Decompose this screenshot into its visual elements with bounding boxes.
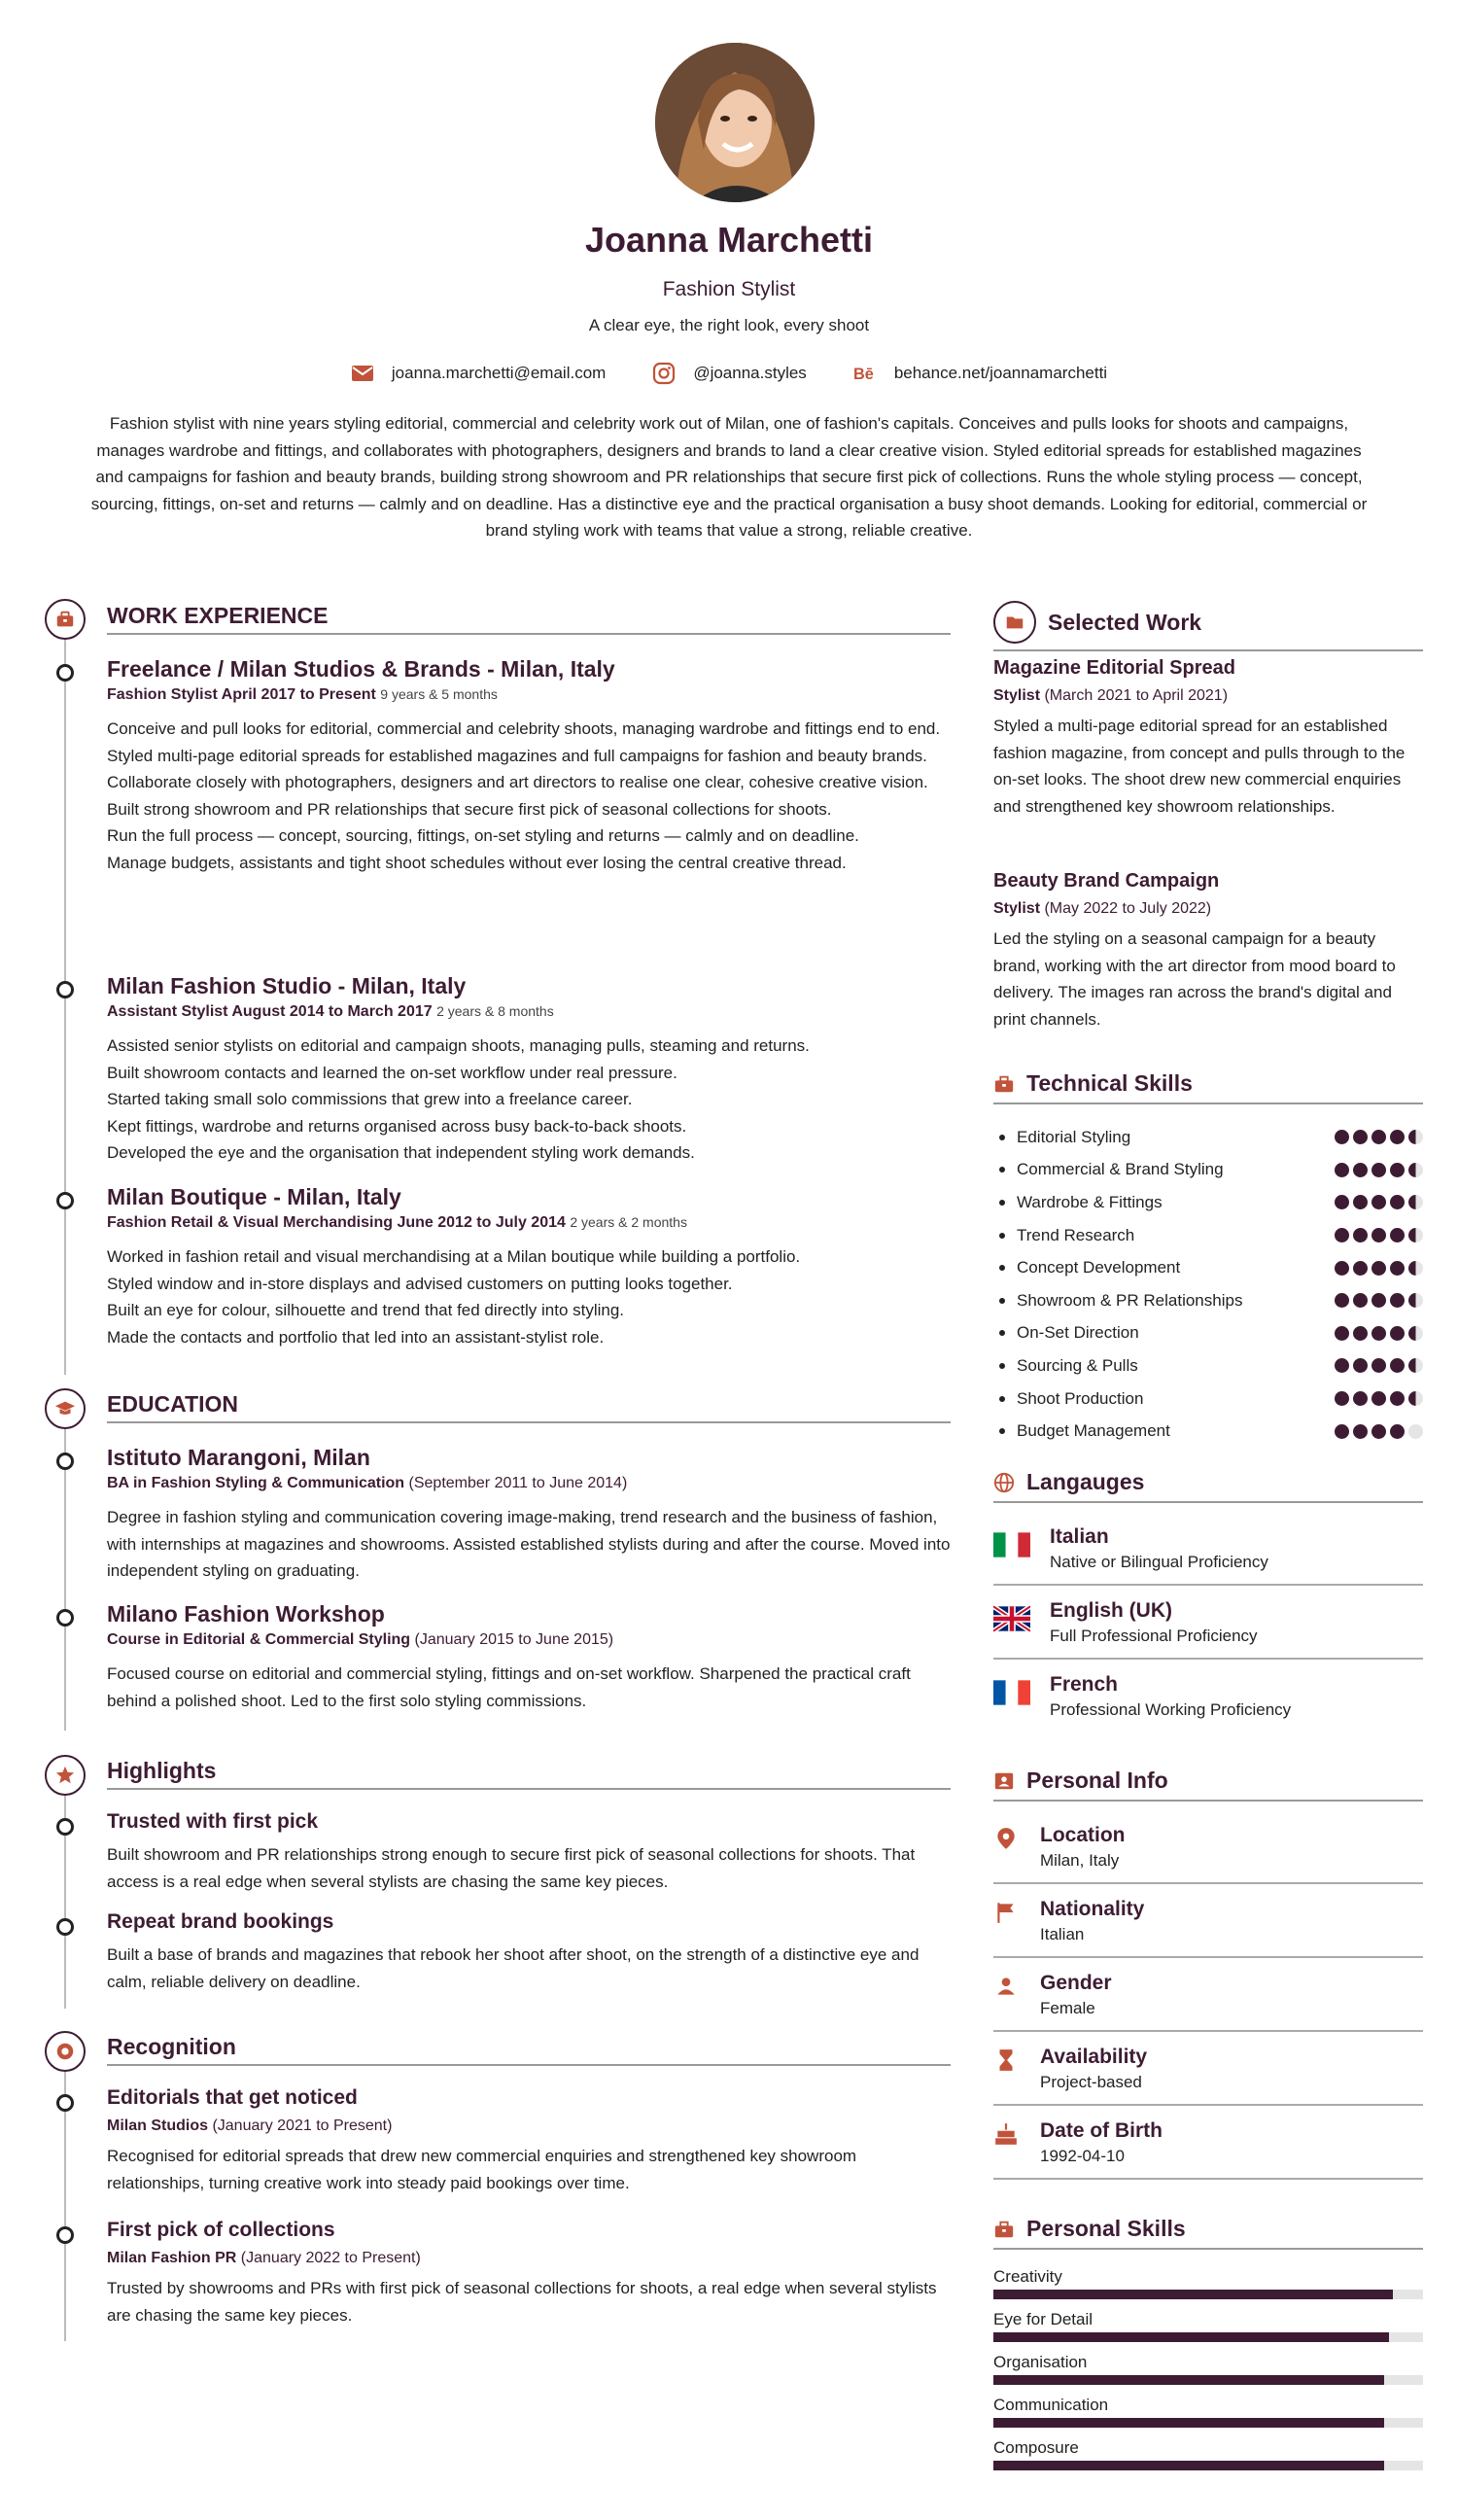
award-icon bbox=[45, 2031, 86, 2072]
rating-dot bbox=[1390, 1358, 1405, 1373]
info-value: Project-based bbox=[1040, 2073, 1142, 2091]
rating-dot bbox=[1353, 1195, 1368, 1209]
timeline-node bbox=[56, 664, 74, 682]
selected-work-item bbox=[993, 870, 1423, 1032]
bullet: Assisted senior stylists on editorial and campaign shoots, managing pulls, steaming and returns. bbox=[107, 1036, 810, 1055]
highlight-title: Repeat brand bookings bbox=[107, 1910, 334, 1933]
section-title-experience: WORK EXPERIENCE bbox=[107, 603, 951, 635]
skill-name: Showroom & PR Relationships bbox=[993, 1291, 1242, 1311]
bullet: Styled window and in-store displays and advised customers on putting looks together. bbox=[107, 1274, 733, 1293]
skill-bar-fill bbox=[993, 2332, 1389, 2342]
recognition-item bbox=[107, 2086, 951, 2196]
education-school: Milano Fashion Workshop bbox=[107, 1601, 385, 1627]
recognition-org-line bbox=[107, 2250, 951, 2267]
personal-skill-item bbox=[993, 2353, 1423, 2385]
timeline-line bbox=[64, 2049, 66, 2341]
cake-icon bbox=[993, 2121, 1019, 2147]
language-level: Native or Bilingual Proficiency bbox=[1050, 1553, 1268, 1571]
rating-dot bbox=[1335, 1358, 1349, 1373]
rating-dot bbox=[1371, 1130, 1386, 1144]
section-title-technical-skills bbox=[993, 1070, 1423, 1104]
skill-name: Composure bbox=[993, 2438, 1079, 2457]
rating-dot bbox=[1371, 1228, 1386, 1242]
personal-info-item bbox=[993, 2032, 1423, 2106]
instagram-icon bbox=[652, 362, 676, 385]
experience-role bbox=[107, 686, 951, 704]
recognition-desc: Recognised for editorial spreads that drew new commercial enquiries and strengthened key showroom relationships, turning creative work into steady paid bookings over time. bbox=[107, 2147, 857, 2192]
section-title-highlights: Highlights bbox=[107, 1758, 951, 1790]
timeline-node bbox=[56, 981, 74, 998]
email-text: joanna.marchetti@email.com bbox=[391, 364, 607, 382]
bullet: Run the full process — concept, sourcing, fittings, on-set styling and returns — calmly and on deadline. bbox=[107, 826, 859, 845]
technical-skill-row bbox=[993, 1219, 1423, 1252]
rating-dot bbox=[1353, 1163, 1368, 1177]
timeline-node bbox=[56, 1452, 74, 1470]
rating-dot bbox=[1390, 1391, 1405, 1406]
skill-name: Shoot Production bbox=[993, 1389, 1143, 1409]
section-title-selected-work bbox=[993, 601, 1423, 651]
skill-name: Organisation bbox=[993, 2353, 1088, 2371]
rating-dot bbox=[1335, 1293, 1349, 1308]
skill-rating bbox=[1335, 1261, 1423, 1276]
rating-dot bbox=[1408, 1326, 1423, 1341]
section-title-text: Technical Skills bbox=[1026, 1070, 1193, 1096]
rating-dot bbox=[1335, 1261, 1349, 1276]
project-desc: Led the styling on a seasonal campaign for a beauty brand, working with the art director from mood board to delivery. The images ran across the brand's digital and print channels. bbox=[993, 929, 1396, 1029]
recognition-title: First pick of collections bbox=[107, 2219, 335, 2241]
section-title-recognition: Recognition bbox=[107, 2034, 951, 2066]
language-level: Full Professional Proficiency bbox=[1050, 1627, 1258, 1645]
project-desc: Styled a multi-page editorial spread for an established fashion magazine, from concept and pulls through to the on-set looks. The shoot drew new commercial enquiries and strengthened key showroom relationships. bbox=[993, 717, 1406, 816]
recognition-desc: Trusted by showrooms and PRs with first pick of seasonal collections for shoots, a real edge when several stylists are chasing the same key pieces. bbox=[107, 2279, 937, 2325]
degree-text: BA in Fashion Styling & Communication bbox=[107, 1475, 405, 1491]
education-desc: Degree in fashion styling and communication covering image-making, trend research and the business of fashion, with internships at magazines and showrooms. Assisted established stylists during and after the course. Moved into independent styling on graduating. bbox=[107, 1508, 951, 1580]
bullet: Styled multi-page editorial spreads for established magazines and full campaigns for fashion and beauty brands. bbox=[107, 746, 927, 765]
highlight-desc: Built a base of brands and magazines that rebook her shoot after shoot, on the strength of a distinctive eye and calm, reliable delivery on deadline. bbox=[107, 1945, 920, 1991]
personal-skill-item bbox=[993, 2267, 1423, 2299]
rating-dot bbox=[1390, 1130, 1405, 1144]
bullet: Manage budgets, assistants and tight shoot schedules without ever losing the central creative thread. bbox=[107, 853, 847, 872]
info-label: Gender bbox=[1040, 1972, 1112, 1994]
rating-dot bbox=[1408, 1261, 1423, 1276]
language-level: Professional Working Proficiency bbox=[1050, 1700, 1292, 1719]
personal-info-item bbox=[993, 2106, 1423, 2180]
contact-behance[interactable] bbox=[853, 362, 1107, 385]
skill-name: Sourcing & Pulls bbox=[993, 1356, 1138, 1376]
education-degree-line bbox=[107, 1631, 951, 1649]
rating-dot bbox=[1335, 1130, 1349, 1144]
rating-dot bbox=[1390, 1293, 1405, 1308]
rating-dot bbox=[1335, 1326, 1349, 1341]
bullet: Built strong showroom and PR relationships that secure first pick of seasonal collections for shoots. bbox=[107, 799, 832, 819]
role-text: Fashion Retail & Visual Merchandising bbox=[107, 1214, 393, 1231]
italy-flag-icon bbox=[993, 1531, 1030, 1558]
svg-text:Bē: Bē bbox=[852, 366, 874, 383]
info-value: 1992-04-10 bbox=[1040, 2147, 1125, 2165]
experience-heading: Milan Fashion Studio - Milan, Italy bbox=[107, 973, 467, 998]
rating-dot bbox=[1353, 1228, 1368, 1242]
section-title-text: Langauges bbox=[1026, 1469, 1145, 1494]
section-title-text: Personal Info bbox=[1026, 1768, 1168, 1793]
skill-bar-fill bbox=[993, 2375, 1384, 2385]
recognition-item bbox=[107, 2219, 951, 2328]
skill-bar bbox=[993, 2375, 1423, 2385]
bullet: Built showroom contacts and learned the on-set workflow under real pressure. bbox=[107, 1063, 677, 1082]
skill-rating bbox=[1335, 1163, 1423, 1177]
rating-dot bbox=[1353, 1326, 1368, 1341]
rating-dot bbox=[1390, 1163, 1405, 1177]
education-item bbox=[107, 1601, 951, 1714]
highlight-item bbox=[107, 1810, 951, 1895]
contact-instagram[interactable] bbox=[652, 362, 807, 385]
experience-role bbox=[107, 1003, 951, 1021]
technical-skill-row bbox=[993, 1317, 1423, 1350]
project-title: Beauty Brand Campaign bbox=[993, 870, 1220, 892]
languages-list bbox=[993, 1512, 1423, 1732]
section-title-text: Personal Skills bbox=[1026, 2216, 1186, 2241]
dates-text: (January 2021 to Present) bbox=[212, 2118, 393, 2134]
timeline-line bbox=[64, 1775, 66, 2009]
skill-rating bbox=[1335, 1326, 1423, 1341]
language-name: English (UK) bbox=[1050, 1599, 1172, 1622]
contact-bar bbox=[0, 362, 1458, 385]
dates-text: (May 2022 to July 2022) bbox=[1044, 900, 1212, 917]
section-title-languages bbox=[993, 1469, 1423, 1503]
rating-dot bbox=[1371, 1261, 1386, 1276]
skill-name: Concept Development bbox=[993, 1258, 1180, 1278]
personal-skill-item bbox=[993, 2310, 1423, 2342]
profile-summary: Fashion stylist with nine years styling editorial, commercial and celebrity work out of Milan, one of fashion's capitals. Conceives and pulls looks for shoots and campaigns, manages wardrobe and fittings, and collaborates with photographers, designers and brands to land a clear creative vision. Styled editorial spreads for established magazines and campaigns for fashion and beauty brands, building strong showroom and PR relationships that secure first pick of collections. Runs the whole styling process — concept, sourcing, fittings, on-set and returns — calmly and on deadline. Has a distinctive eye and the practical organisation a busy shoot demands. Looking for editorial, commercial or brand styling work with teams that value a strong, reliable creative. bbox=[90, 414, 1368, 540]
experience-bullets bbox=[107, 1032, 951, 1167]
skill-rating bbox=[1335, 1195, 1423, 1209]
experience-item bbox=[107, 656, 951, 876]
personal-skills-list bbox=[993, 2267, 1423, 2481]
job-title: Fashion Stylist bbox=[662, 278, 796, 300]
rating-dot bbox=[1371, 1163, 1386, 1177]
personal-info-item bbox=[993, 1958, 1423, 2032]
rating-dot bbox=[1371, 1293, 1386, 1308]
bullet: Started taking small solo commissions that grew into a freelance career. bbox=[107, 1090, 633, 1108]
highlight-title: Trusted with first pick bbox=[107, 1810, 319, 1833]
education-school: Istituto Marangoni, Milan bbox=[107, 1445, 370, 1470]
info-label: Availability bbox=[1040, 2046, 1148, 2068]
technical-skill-row bbox=[993, 1121, 1423, 1154]
recognition-title: Editorials that get noticed bbox=[107, 2086, 358, 2109]
bullet: Collaborate closely with photographers, designers and art directors to realise one clear, cohesive creative vision. bbox=[107, 773, 928, 791]
role-text: Stylist bbox=[993, 687, 1041, 704]
language-item bbox=[993, 1512, 1423, 1586]
role-text: Fashion Stylist bbox=[107, 686, 218, 703]
skill-bar bbox=[993, 2418, 1423, 2428]
highlight-item bbox=[107, 1910, 951, 1995]
timeline-node bbox=[56, 2226, 74, 2244]
skill-rating bbox=[1335, 1424, 1423, 1439]
skill-name: Commercial & Brand Styling bbox=[993, 1160, 1224, 1179]
dates-text: June 2012 to July 2014 bbox=[397, 1214, 566, 1231]
contact-email[interactable] bbox=[351, 362, 606, 385]
info-label: Date of Birth bbox=[1040, 2119, 1163, 2142]
info-value: Italian bbox=[1040, 1925, 1085, 1943]
behance-text: behance.net/joannamarchetti bbox=[893, 364, 1108, 382]
section-title-education: EDUCATION bbox=[107, 1391, 951, 1423]
behance-icon bbox=[853, 362, 877, 385]
highlight-desc: Built showroom and PR relationships strong enough to secure first pick of seasonal collections for shoots. That access is a real edge when several stylists are chasing the same key pieces. bbox=[107, 1845, 916, 1891]
experience-heading: Freelance / Milan Studios & Brands - Milan, Italy bbox=[107, 656, 615, 682]
experience-item bbox=[107, 973, 951, 1167]
rating-dot bbox=[1371, 1424, 1386, 1439]
duration-text: 2 years & 2 months bbox=[570, 1214, 687, 1230]
duration-text: 2 years & 8 months bbox=[436, 1003, 554, 1019]
timeline-node bbox=[56, 1918, 74, 1936]
personal-info-item bbox=[993, 1810, 1423, 1884]
rating-dot bbox=[1408, 1358, 1423, 1373]
rating-dot bbox=[1335, 1195, 1349, 1209]
language-item bbox=[993, 1586, 1423, 1660]
degree-text: Course in Editorial & Commercial Styling bbox=[107, 1631, 411, 1648]
experience-bullets bbox=[107, 716, 951, 876]
info-value: Milan, Italy bbox=[1040, 1851, 1120, 1870]
language-name: Italian bbox=[1050, 1525, 1109, 1548]
project-title: Magazine Editorial Spread bbox=[993, 657, 1235, 679]
bullet: Developed the eye and the organisation that independent styling work demands. bbox=[107, 1143, 695, 1162]
rating-dot bbox=[1371, 1391, 1386, 1406]
info-label: Nationality bbox=[1040, 1898, 1145, 1920]
experience-role bbox=[107, 1214, 951, 1232]
personal-skill-item bbox=[993, 2396, 1423, 2428]
toolbox-icon bbox=[993, 1073, 1015, 1095]
language-name: French bbox=[1050, 1673, 1119, 1696]
skill-name: Eye for Detail bbox=[993, 2310, 1094, 2328]
skill-bar bbox=[993, 2461, 1423, 2470]
project-role-line bbox=[993, 900, 1423, 918]
language-item bbox=[993, 1660, 1423, 1732]
duration-text: 9 years & 5 months bbox=[380, 686, 498, 702]
personal-info-list bbox=[993, 1810, 1423, 2180]
person-icon bbox=[993, 1974, 1019, 1999]
star-badge-icon bbox=[45, 1755, 86, 1796]
dates-text: April 2017 to Present bbox=[221, 686, 376, 703]
rating-dot bbox=[1408, 1228, 1423, 1242]
globe-icon bbox=[993, 1472, 1015, 1493]
org-text: Milan Fashion PR bbox=[107, 2250, 237, 2266]
technical-skill-row bbox=[993, 1284, 1423, 1317]
location-pin-icon bbox=[993, 1826, 1019, 1851]
skill-name: On-Set Direction bbox=[993, 1323, 1139, 1343]
info-value: Female bbox=[1040, 1999, 1095, 2017]
skill-bar-fill bbox=[993, 2418, 1384, 2428]
technical-skill-row bbox=[993, 1251, 1423, 1284]
rating-dot bbox=[1408, 1293, 1423, 1308]
technical-skills-list bbox=[993, 1121, 1423, 1448]
section-title-personal-info bbox=[993, 1768, 1423, 1802]
dates-text: (September 2011 to June 2014) bbox=[408, 1475, 628, 1491]
rating-dot bbox=[1408, 1391, 1423, 1406]
info-label: Location bbox=[1040, 1824, 1126, 1846]
instagram-text: @joanna.styles bbox=[693, 364, 807, 382]
skill-rating bbox=[1335, 1130, 1423, 1144]
rating-dot bbox=[1353, 1130, 1368, 1144]
timeline-node bbox=[56, 2094, 74, 2112]
skill-name: Editorial Styling bbox=[993, 1128, 1130, 1147]
rating-dot bbox=[1335, 1391, 1349, 1406]
rating-dot bbox=[1390, 1228, 1405, 1242]
skill-name: Wardrobe & Fittings bbox=[993, 1193, 1163, 1212]
rating-dot bbox=[1335, 1228, 1349, 1242]
uk-flag-icon bbox=[993, 1605, 1030, 1632]
rating-dot bbox=[1335, 1163, 1349, 1177]
education-desc: Focused course on editorial and commercial styling, fittings and on-set workflow. Sharpened the practical craft behind a polished shoot. Led to the first solo styling commissions. bbox=[107, 1664, 911, 1710]
rating-dot bbox=[1408, 1130, 1423, 1144]
dates-text: (January 2015 to June 2015) bbox=[414, 1631, 614, 1648]
rating-dot bbox=[1353, 1293, 1368, 1308]
selected-work-item bbox=[993, 657, 1423, 820]
rating-dot bbox=[1390, 1195, 1405, 1209]
role-text: Stylist bbox=[993, 900, 1041, 917]
education-degree-line bbox=[107, 1475, 951, 1492]
rating-dot bbox=[1353, 1358, 1368, 1373]
rating-dot bbox=[1371, 1358, 1386, 1373]
education-item bbox=[107, 1445, 951, 1585]
section-title-personal-skills bbox=[993, 2216, 1423, 2250]
role-text: Assistant Stylist bbox=[107, 1003, 228, 1020]
rating-dot bbox=[1408, 1424, 1423, 1439]
rating-dot bbox=[1408, 1163, 1423, 1177]
rating-dot bbox=[1390, 1326, 1405, 1341]
experience-bullets bbox=[107, 1243, 951, 1350]
id-card-icon bbox=[993, 1770, 1015, 1792]
hourglass-icon bbox=[993, 2048, 1019, 2073]
skill-name: Communication bbox=[993, 2396, 1109, 2414]
dates-text: August 2014 to March 2017 bbox=[231, 1003, 433, 1020]
rating-dot bbox=[1353, 1391, 1368, 1406]
skill-bar bbox=[993, 2290, 1423, 2299]
timeline-line bbox=[64, 622, 66, 1375]
rating-dot bbox=[1371, 1195, 1386, 1209]
skill-name: Trend Research bbox=[993, 1226, 1134, 1245]
timeline-node bbox=[56, 1609, 74, 1627]
skill-rating bbox=[1335, 1358, 1423, 1373]
skill-rating bbox=[1335, 1293, 1423, 1308]
rating-dot bbox=[1390, 1424, 1405, 1439]
rating-dot bbox=[1371, 1326, 1386, 1341]
technical-skill-row bbox=[993, 1415, 1423, 1448]
experience-item bbox=[107, 1184, 951, 1350]
dates-text: (March 2021 to April 2021) bbox=[1044, 687, 1229, 704]
france-flag-icon bbox=[993, 1679, 1030, 1706]
skill-rating bbox=[1335, 1391, 1423, 1406]
timeline-node bbox=[56, 1818, 74, 1836]
skill-bar-fill bbox=[993, 2461, 1384, 2470]
bullet: Made the contacts and portfolio that led into an assistant-stylist role. bbox=[107, 1327, 605, 1347]
technical-skill-row bbox=[993, 1154, 1423, 1187]
bullet: Worked in fashion retail and visual merchandising at a Milan boutique while building a portfolio. bbox=[107, 1247, 801, 1266]
folder-icon bbox=[993, 601, 1036, 644]
rating-dot bbox=[1353, 1424, 1368, 1439]
project-role-line bbox=[993, 687, 1423, 705]
rating-dot bbox=[1408, 1195, 1423, 1209]
skill-bar-fill bbox=[993, 2290, 1393, 2299]
recognition-org-line bbox=[107, 2118, 951, 2135]
toolbox-icon bbox=[993, 2219, 1015, 2240]
flag-icon bbox=[993, 1900, 1019, 1925]
skill-name: Creativity bbox=[993, 2267, 1062, 2286]
experience-heading: Milan Boutique - Milan, Italy bbox=[107, 1184, 401, 1209]
bullet: Built an eye for colour, silhouette and trend that fed directly into styling. bbox=[107, 1301, 625, 1319]
dates-text: (January 2022 to Present) bbox=[240, 2250, 421, 2266]
skill-name: Budget Management bbox=[993, 1421, 1170, 1441]
rating-dot bbox=[1390, 1261, 1405, 1276]
avatar bbox=[655, 43, 815, 202]
tagline: A clear eye, the right look, every shoot bbox=[588, 316, 870, 334]
rating-dot bbox=[1353, 1261, 1368, 1276]
technical-skill-row bbox=[993, 1349, 1423, 1382]
section-title-text: Selected Work bbox=[1048, 609, 1202, 635]
candidate-name: Joanna Marchetti bbox=[584, 220, 874, 260]
briefcase-icon bbox=[45, 599, 86, 640]
envelope-icon bbox=[351, 362, 374, 385]
skill-rating bbox=[1335, 1228, 1423, 1242]
timeline-node bbox=[56, 1192, 74, 1209]
technical-skill-row bbox=[993, 1186, 1423, 1219]
personal-skill-item bbox=[993, 2438, 1423, 2470]
rating-dot bbox=[1335, 1424, 1349, 1439]
bullet: Conceive and pull looks for editorial, commercial and celebrity shoots, managing wardrobe and fittings end to end. bbox=[107, 719, 941, 738]
technical-skill-row bbox=[993, 1382, 1423, 1416]
org-text: Milan Studios bbox=[107, 2118, 208, 2134]
skill-bar bbox=[993, 2332, 1423, 2342]
graduation-cap-icon bbox=[45, 1388, 86, 1429]
bullet: Kept fittings, wardrobe and returns organised across busy back-to-back shoots. bbox=[107, 1116, 687, 1136]
personal-info-item bbox=[993, 1884, 1423, 1958]
